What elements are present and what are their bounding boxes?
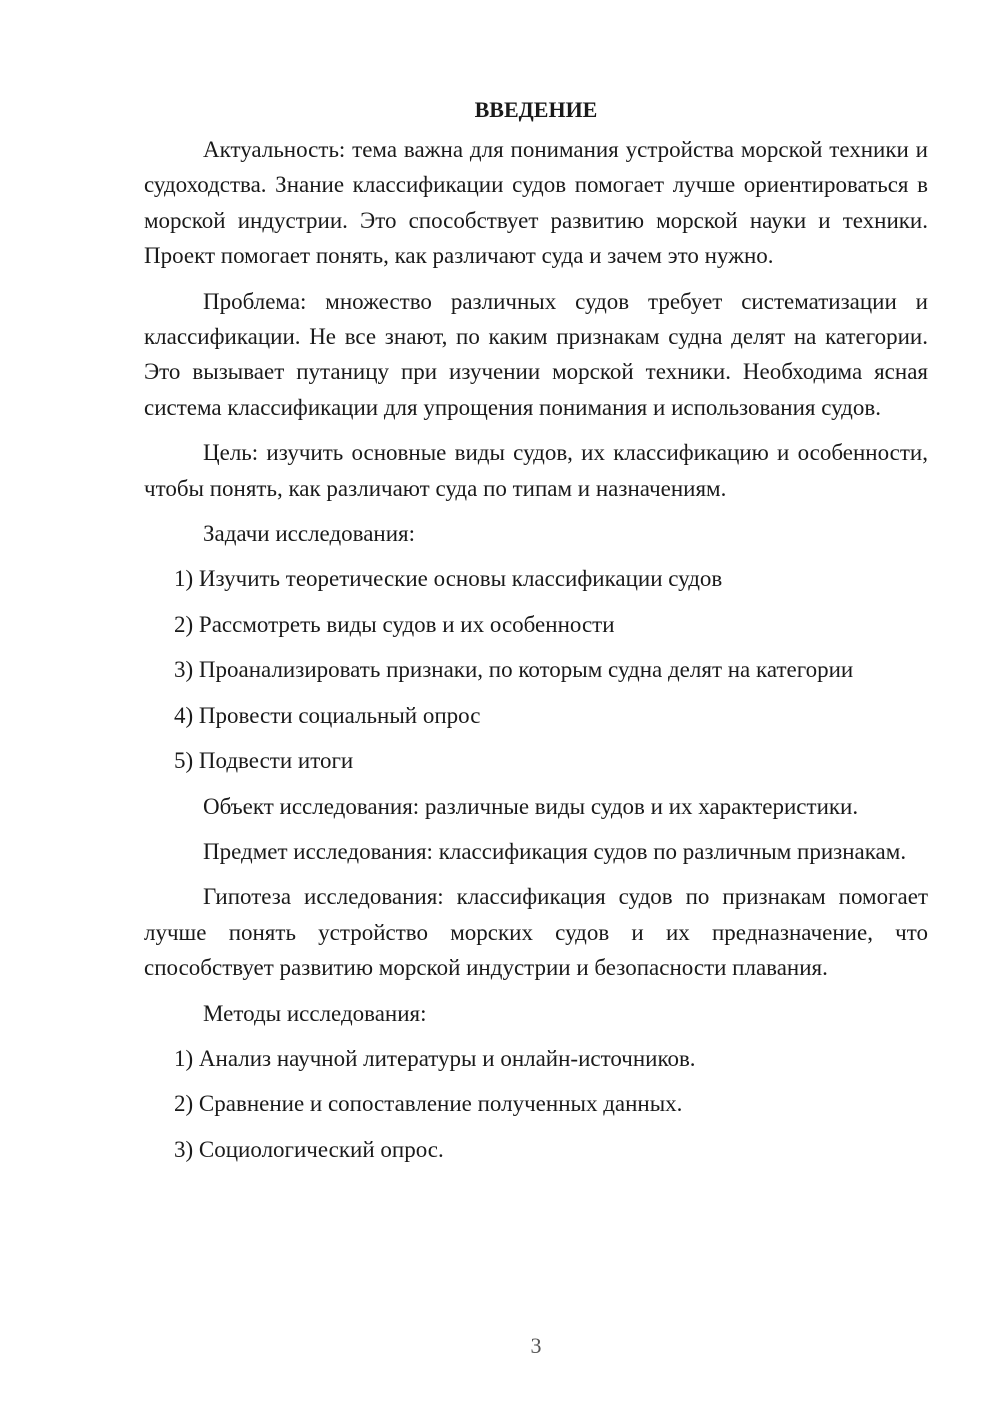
subject-paragraph: Предмет исследования: классификация судов по различным признакам. bbox=[203, 838, 907, 864]
object-paragraph: Объект исследования: различные виды судов и их характеристики. bbox=[203, 793, 859, 819]
tasks-list bbox=[144, 561, 928, 778]
page-title: ВВЕДЕНИЕ bbox=[474, 97, 598, 122]
methods-list bbox=[144, 1041, 928, 1167]
list-item: 2) Сравнение и сопоставление полученных данных. bbox=[174, 1091, 683, 1117]
list-item: 5) Подвести итоги bbox=[174, 748, 354, 774]
goal-paragraph: Цель: изучить основные виды судов, их классификацию и особенности, чтобы понять, как различают суда по типам и назначениям. bbox=[144, 440, 928, 501]
list-item: 3) Социологический опрос. bbox=[174, 1136, 444, 1162]
list-item: 4) Провести социальный опрос bbox=[174, 702, 481, 728]
relevance-paragraph: Актуальность: тема важна для понимания устройства морской техники и судоходства. Знание классификации судов помогает лучше ориентироваться в морской индустрии. Это способствует развитию морской науки и техники. Проект помогает понять, как различают суда и зачем это нужно. bbox=[144, 137, 928, 269]
problem-paragraph: Проблема: множество различных судов требует систематизации и классификации. Не все знают, по каким признакам судна делят на категории. Это вызывает путаницу при изучении морской техники. Необходима ясная система классификации для упрощения понимания и использования судов. bbox=[144, 288, 928, 420]
hypothesis-paragraph: Гипотеза исследования: классификация судов по признакам помогает лучше понять устройство морских судов и их предназначение, что способствует развитию морской индустрии и безопасности плавания. bbox=[144, 884, 928, 981]
list-item: 3) Проанализировать признаки, по которым судна делят на категории bbox=[174, 657, 854, 683]
list-item: 2) Рассмотреть виды судов и их особенности bbox=[174, 611, 615, 637]
list-item: 1) Изучить теоретические основы классификации судов bbox=[174, 566, 723, 592]
list-item: 1) Анализ научной литературы и онлайн-источников. bbox=[174, 1045, 696, 1071]
methods-heading: Методы исследования: bbox=[203, 1000, 427, 1026]
page-number: 3 bbox=[530, 1333, 542, 1358]
document-page bbox=[144, 92, 928, 1167]
tasks-heading: Задачи исследования: bbox=[203, 521, 416, 547]
